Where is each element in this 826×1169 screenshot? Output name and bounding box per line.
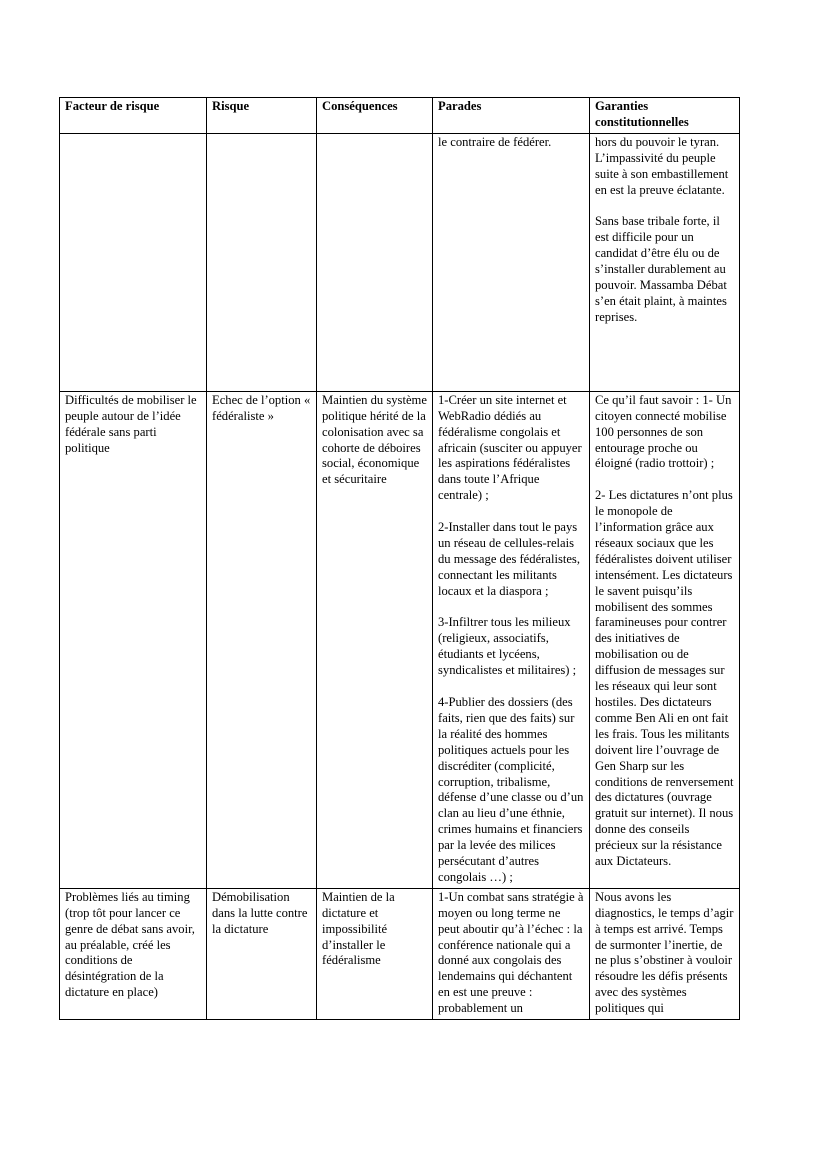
header-parades: Parades [433,98,590,134]
cell-risk-factor [60,391,207,888]
paragraph: Sans base tribale forte, il est difficile pour un candidat d’être élu ou de s’installer durablement au pouvoir. Massamba Débat s’en était plaint, à maintes reprises. [595,214,727,324]
paragraph: Maintien de la dictature et impossibilité d’installer le fédéralisme [322,889,395,968]
paragraph: 1-Créer un site internet et WebRadio dédiés au fédéralisme congolais et africain (susciter ou appuyer les aspirations fédéralistes dans toute l’Afrique centrale) ; [438,392,582,503]
cell-consequences [317,391,433,888]
header-risk: Risque [207,98,317,134]
cell-parades [433,888,590,1019]
paragraph: Démobilisation dans la lutte contre la dictature [212,889,308,936]
paragraph: 1-Un combat sans stratégie à moyen ou long terme ne peut aboutir qu’à l’échec : la conférence nationale qui a donné aux congolais des lendemains qui déchantent en est une preuve : probablement un [438,889,584,1016]
header-consequences: Conséquences [317,98,433,134]
paragraph: Echec de l’option « fédéraliste » [212,392,311,423]
paragraph: hors du pouvoir le tyran. L’impassivité du peuple suite à son embastillement en est la preuve éclatante. [595,134,729,197]
cell-risk-factor [60,133,207,391]
cell-risk-factor [60,888,207,1019]
paragraph: le contraire de fédérer. [438,134,552,149]
paragraph: Difficultés de mobiliser le peuple autour de l’idée fédérale sans parti politique [65,392,197,455]
paragraph: 2-Installer dans tout le pays un réseau de cellules-relais du message des fédéralistes, connectant les militants locaux et la diaspora ; [438,520,580,598]
cell-consequences [317,888,433,1019]
cell-parades [433,133,590,391]
risk-table [59,97,740,1020]
cell-risk [207,888,317,1019]
table-row [60,391,740,888]
cell-garanties [590,888,740,1019]
paragraph: Problèmes liés au timing (trop tôt pour lancer ce genre de débat sans avoir, au préalable, créé les conditions de désintégration de la dictature en place) [65,889,195,1000]
cell-risk [207,391,317,888]
paragraph: 3-Infiltrer tous les milieux (religieux, associatifs, étudiants et lycéens, syndicalistes et militaires) ; [438,615,577,678]
cell-garanties [590,391,740,888]
paragraph: Nous avons les diagnostics, le temps d’agir à temps est arrivé. Temps de surmonter l’inertie, de ne plus s’obstiner à vouloir résoudre les défis présents avec des systèmes politiques qui [595,889,734,1016]
header-risk-factor: Facteur de risque [60,98,207,134]
cell-parades [433,391,590,888]
table-header-row [60,98,740,134]
cell-consequences [317,133,433,391]
paragraph: 2- Les dictatures n’ont plus le monopole de l’information grâce aux réseaux sociaux que les fédéralistes doivent utiliser intensément. Les dictateurs le savent puisqu’ils mobilisent des sommes faramineuses pour contrer des initiatives de mobilisation ou de diffusion de messages sur les réseaux qui leur sont hostiles. Des dictateurs comme Ben Ali en ont fait les frais. Tous les militants doivent lire l’ouvrage de Gen Sharp sur les conditions de renversement des dictatures (ouvrage gratuit sur internet). Il nous donne des conseils précieux sur la résistance aux Dictateurs. [595,488,734,869]
paragraph: Ce qu’il faut savoir : 1- Un citoyen connecté mobilise 100 personnes de son entourage proche ou éloigné (radio trottoir) ; [595,392,732,471]
paragraph: Maintien du système politique hérité de la colonisation avec sa cohorte de déboires social, économique et sécuritaire [322,392,427,487]
header-garanties: Garanties constitutionnelles [590,98,740,134]
cell-risk [207,133,317,391]
table-row [60,133,740,391]
table-row [60,888,740,1019]
cell-garanties [590,133,740,391]
paragraph: 4-Publier des dossiers (des faits, rien que des faits) sur la réalité des hommes politiques actuels pour les discréditer (complicité, corruption, tribalisme, défense d’une classe ou d’un clan au lieu d’une éthnie, crimes humains et financiers par la levée des milices persécutant d’autres congolais …) ; [438,694,584,884]
